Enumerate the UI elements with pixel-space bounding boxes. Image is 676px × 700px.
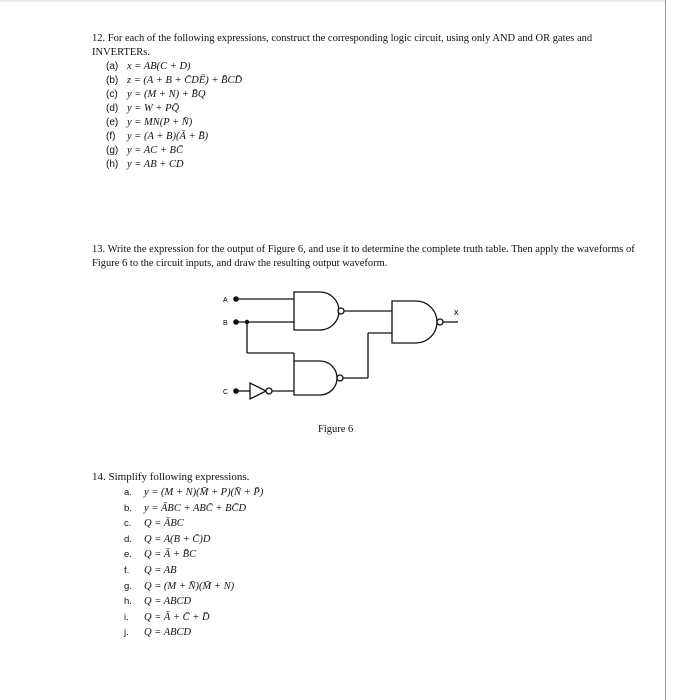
item-expression: Q = Ā + B̄C [144,549,197,561]
question-12-expression-list [106,60,632,172]
item-label: (g) [106,145,119,156]
inverter-c-body [250,383,266,399]
page-top-edge [0,0,665,2]
nand-gate-lower [294,361,337,395]
question-number: 13. [92,244,106,255]
question-14-prompt [92,470,632,484]
question-title: Simplify following expressions. [108,471,250,483]
question-text: Write the expression for the output of Figure 6, and use it to determine the complete truth table. Then apply the waveforms of Figure 6 to the circuit inputs, and draw the resulting output waveform. [92,244,635,269]
nand-gate-output [392,301,437,343]
expression-item [124,580,632,596]
expression-item [106,74,632,88]
expression-item [106,88,632,102]
item-expression: y = AC + BC̄ [127,145,183,156]
item-expression: y = AB + CD [127,159,184,170]
expression-item [106,144,632,158]
item-expression: Q = (M + N̄)(M̄ + N) [144,580,235,592]
expression-item [124,548,632,564]
input-c-label: C [223,389,229,396]
item-expression: Q = ABCD [144,627,192,639]
item-label: a. [124,487,132,498]
question-14 [92,470,632,642]
item-label: i. [124,611,129,623]
inverter-c-bubble [266,388,272,394]
item-expression: x = AB(C + D) [127,61,191,72]
question-text: For each of the following expressions, construct the corresponding logic circuit, using only AND and OR gates and INVERTERs. [92,33,593,58]
input-c-terminal [233,388,239,394]
item-expression: Q = ĀBC [144,518,184,530]
question-12-prompt [92,32,632,60]
expression-item [106,158,632,172]
nand-output-bubble [437,319,443,325]
item-label: (d) [106,103,119,114]
item-expression: Q = A(B + C̄)D [144,533,211,545]
expression-item [124,626,632,642]
expression-item [124,611,632,627]
question-13 [92,243,637,271]
item-expression: Q = ABCD [144,596,192,608]
question-number: 12. [92,33,106,44]
item-expression: Q = Ā + C̄ + D̄ [144,611,210,623]
expression-item [124,533,632,549]
item-label: g. [124,580,132,592]
item-label: (f) [106,131,116,142]
nand-gate-upper [294,292,339,330]
expression-item [124,486,632,502]
expression-item [106,130,632,144]
expression-item [124,595,632,611]
item-expression: Q = AB [144,564,177,576]
item-expression: y = (M + N) + B̄Q [127,89,206,100]
expression-item [124,564,632,580]
input-a-terminal [233,296,239,302]
item-expression: z = (A + B + C̄DĒ) + B̄CD̄ [127,75,243,86]
expression-item [106,60,632,74]
input-b-terminal [233,319,239,325]
output-x-label: x [454,307,459,317]
input-b-label: B [223,320,228,327]
question-12 [92,32,632,172]
junction-dot [245,320,249,324]
expression-item [106,102,632,116]
item-label: (h) [106,159,119,170]
expression-item [106,116,632,130]
item-label: h. [124,596,132,608]
item-label: (e) [106,117,119,128]
item-label: b. [124,502,132,514]
item-expression: y = W + PQ̄ [127,103,180,114]
item-label: (b) [106,75,119,86]
figure-caption: Figure 6 [318,424,354,435]
input-a-label: A [223,297,228,304]
question-14-expression-list [124,486,632,642]
expression-item [124,517,632,533]
item-label: d. [124,533,132,545]
item-expression: y = MN(P + N̄) [127,117,193,128]
item-label: j. [124,627,129,639]
item-label: f. [124,564,130,576]
question-number: 14. [92,471,106,483]
item-label: e. [124,549,132,561]
nand-lower-bubble [337,375,343,381]
item-expression: y = (A + B)(Ā + B̄) [127,131,209,142]
nand-upper-bubble [338,308,344,314]
page-right-edge [665,0,666,700]
expression-item [124,502,632,518]
item-expression: y = ĀBC + ABC̄ + BC̄D [144,502,247,514]
item-label: (c) [106,89,118,100]
item-label: c. [124,518,132,530]
item-expression: y = (M + N)(M̄ + P)(N̄ + P̄) [144,487,264,498]
logic-circuit-diagram [210,283,480,408]
item-label: (a) [106,61,119,72]
